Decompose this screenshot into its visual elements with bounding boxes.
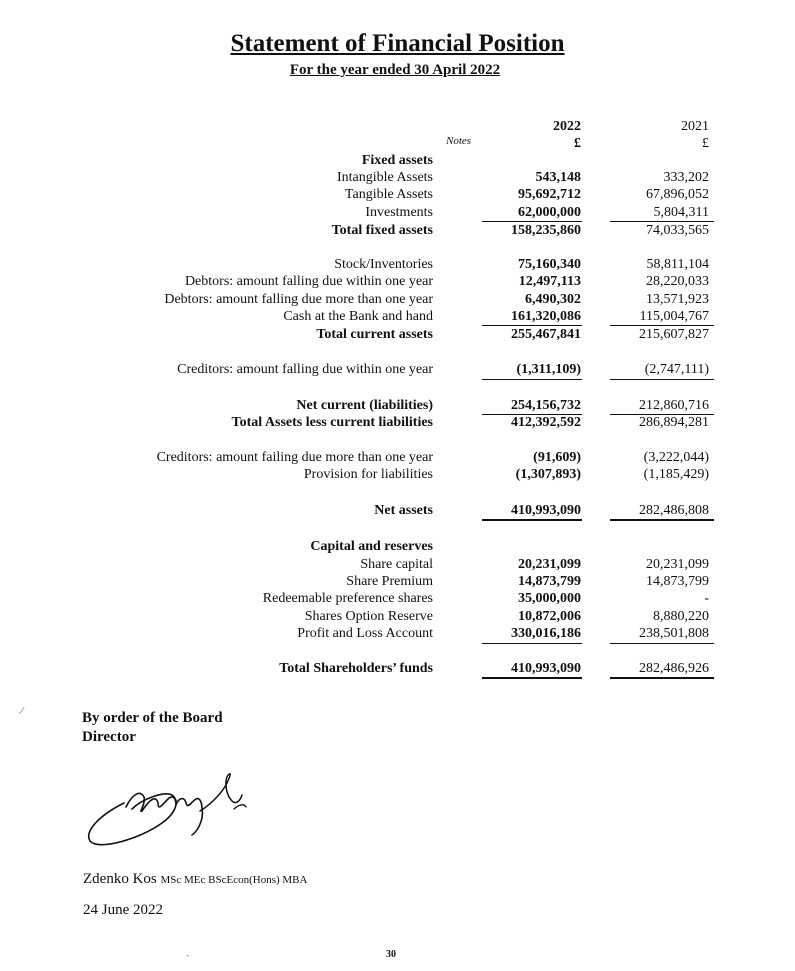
row-label: Debtors: amount falling due within one year (184, 274, 433, 289)
section-fixed-assets (0, 152, 795, 169)
value-2022: 12,497,113 (518, 274, 581, 289)
value-2022: 543,148 (535, 170, 581, 185)
signatory-qualifications: MSc MEc BScEcon(Hons) MBA (160, 874, 308, 886)
value-2022: 254,156,732 (511, 398, 581, 413)
value-2022: 10,872,006 (518, 609, 581, 624)
value-2021: - (704, 591, 709, 606)
value-2021: 74,033,565 (646, 223, 709, 238)
signatory (83, 871, 307, 888)
subtotal-rule (610, 379, 714, 380)
table-row (0, 169, 795, 186)
table-row (0, 291, 795, 308)
board-role: Director (82, 729, 136, 745)
row-label: Stock/Inventories (334, 257, 433, 272)
value-2021: 5,804,311 (653, 205, 709, 220)
value-2022: 330,016,186 (511, 626, 581, 641)
value-2022: 410,993,090 (511, 661, 581, 676)
subtotal-rule (482, 643, 582, 644)
value-2021: 333,202 (663, 170, 709, 185)
table-row-total (0, 397, 795, 414)
row-label: Redeemable preference shares (262, 591, 433, 606)
row-label: Fixed assets (361, 153, 433, 168)
table-row (0, 556, 795, 573)
value-2021: (2,747,111) (644, 362, 709, 377)
value-2022: 20,231,099 (518, 557, 581, 572)
value-2021: 215,607,827 (639, 327, 709, 342)
value-2022: 161,320,086 (511, 309, 581, 324)
row-label: Tangible Assets (344, 187, 433, 202)
table-row (0, 204, 795, 221)
value-2021: 28,220,033 (646, 274, 709, 289)
column-year-2022: 2022 (553, 119, 581, 134)
row-label: Intangible Assets (336, 170, 433, 185)
value-2021: 286,894,281 (639, 415, 709, 430)
value-2021: 67,896,052 (646, 187, 709, 202)
table-row (0, 361, 795, 378)
value-2022: 255,467,841 (511, 327, 581, 342)
signature (80, 765, 260, 855)
value-2021: 115,004,767 (639, 309, 709, 324)
section-capital-and-reserves (0, 538, 795, 555)
table-row-total (0, 414, 795, 431)
table-row-total (0, 660, 795, 677)
value-2021: 14,873,799 (646, 574, 709, 589)
currency-2022: £ (574, 136, 581, 151)
table-row (0, 625, 795, 642)
table-row-total (0, 326, 795, 343)
row-label: Total fixed assets (331, 223, 433, 238)
value-2021: 20,231,099 (646, 557, 709, 572)
row-label: Net assets (374, 503, 433, 518)
row-label: Provision for liabilities (303, 467, 433, 482)
value-2022: 6,490,302 (525, 292, 581, 307)
total-rule (610, 677, 714, 679)
board-line: By order of the Board (82, 710, 223, 726)
row-label: Capital and reserves (310, 539, 433, 554)
table-row (0, 590, 795, 607)
value-2022: 95,692,712 (518, 187, 581, 202)
subtotal-rule (610, 643, 714, 644)
row-label: Total Shareholders’ funds (279, 661, 433, 676)
row-label: Share capital (360, 557, 433, 572)
value-2022: (1,311,109) (516, 362, 581, 377)
total-rule (610, 519, 714, 521)
total-rule (482, 519, 582, 521)
value-2021: 212,860,716 (639, 398, 709, 413)
subtotal-rule (482, 379, 582, 380)
row-label: Debtors: amount falling due more than one year (164, 292, 433, 307)
table-row (0, 449, 795, 466)
column-year-2021: 2021 (681, 119, 709, 134)
value-2022: 412,392,592 (511, 415, 581, 430)
value-2021: 58,811,104 (646, 257, 709, 272)
table-row (0, 308, 795, 325)
row-label: Profit and Loss Account (297, 626, 433, 641)
table-row-total (0, 502, 795, 519)
value-2021: 282,486,808 (639, 503, 709, 518)
value-2022: 14,873,799 (518, 574, 581, 589)
value-2022: 62,000,000 (518, 205, 581, 220)
table-row (0, 466, 795, 483)
signatory-name: Zdenko Kos (83, 871, 157, 887)
value-2022: 158,235,860 (511, 223, 581, 238)
row-label: Investments (365, 205, 433, 220)
row-label: Creditors: amount failing due more than one year (156, 450, 433, 465)
scan-mark: ⁄ (21, 706, 23, 717)
board-statement (82, 709, 223, 747)
row-label: Net current (liabilities) (296, 398, 433, 413)
row-label: Total Assets less current liabilities (231, 415, 433, 430)
signing-date: 24 June 2022 (83, 902, 163, 918)
scan-mark: ˏ (186, 946, 190, 957)
column-notes: Notes (446, 135, 472, 147)
value-2022: 75,160,340 (518, 257, 581, 272)
currency-2021: £ (702, 136, 709, 151)
table-row (0, 186, 795, 203)
value-2021: (3,222,044) (643, 450, 709, 465)
row-label: Shares Option Reserve (304, 609, 433, 624)
row-label: Creditors: amount falling due within one year (177, 362, 433, 377)
page-number: 30 (386, 949, 396, 960)
value-2022: 35,000,000 (518, 591, 581, 606)
value-2021: 282,486,926 (639, 661, 709, 676)
table-row-total (0, 222, 795, 239)
value-2021: 13,571,923 (646, 292, 709, 307)
value-2022: (1,307,893) (515, 467, 581, 482)
table-row (0, 573, 795, 590)
statement-subtitle: For the year ended 30 April 2022 (289, 62, 501, 78)
value-2021: (1,185,429) (643, 467, 709, 482)
value-2021: 238,501,808 (639, 626, 709, 641)
value-2022: 410,993,090 (511, 503, 581, 518)
table-row (0, 256, 795, 273)
table-row (0, 273, 795, 290)
table-row (0, 608, 795, 625)
statement-title: Statement of Financial Position (230, 30, 565, 57)
row-label: Share Premium (346, 574, 433, 589)
row-label: Cash at the Bank and hand (283, 309, 433, 324)
value-2022: (91,609) (533, 450, 581, 465)
row-label: Total current assets (316, 327, 433, 342)
value-2021: 8,880,220 (653, 609, 709, 624)
total-rule (482, 677, 582, 679)
